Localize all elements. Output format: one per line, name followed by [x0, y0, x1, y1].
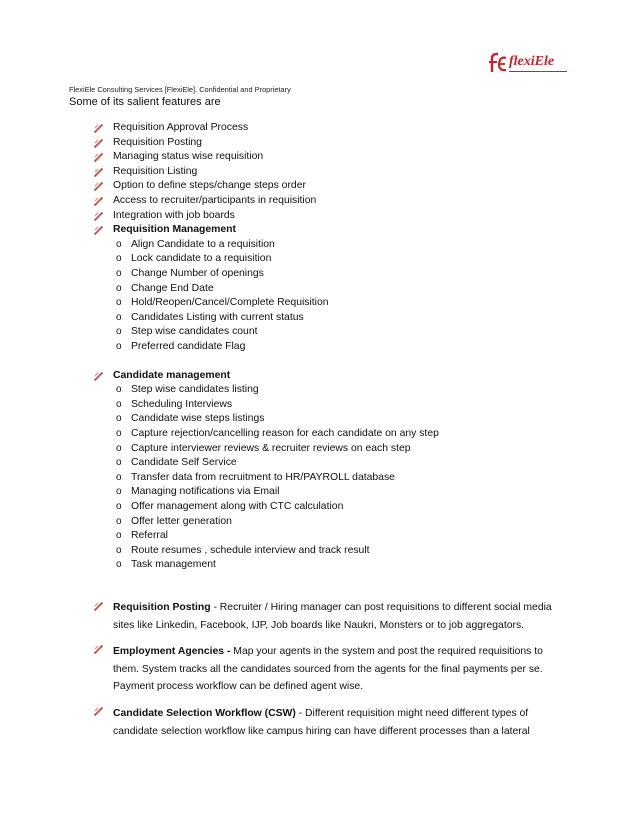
requisition-posting-paragraph: [113, 599, 560, 634]
feature-item: Requisition Approval Process: [113, 122, 249, 133]
sub-bullet-marker: o: [116, 559, 122, 571]
posting-line1: - Recruiter / Hiring manager can post requisitions to different social media: [213, 602, 552, 613]
sub-bullet-marker: o: [116, 501, 122, 512]
bullet-icon: [94, 645, 103, 654]
sub-bullet-marker: o: [116, 544, 122, 556]
candidate-management-item: Referral: [131, 530, 168, 542]
candidate-management-item: Offer letter generation: [131, 515, 232, 527]
requisition-management-item: Change Number of openings: [131, 268, 264, 279]
sub-bullet-marker: o: [116, 457, 122, 469]
sub-bullet-marker: o: [116, 515, 122, 527]
intro-text: Some of its salient features are: [69, 96, 221, 108]
candidate-management-item: Candidate wise steps listings: [131, 413, 265, 425]
employment-agencies-paragraph: [113, 643, 560, 696]
sub-bullet-marker: o: [116, 486, 122, 498]
sub-bullet-marker: o: [116, 428, 122, 439]
requisition-management-item: Change End Date: [131, 282, 214, 294]
agencies-line1: Map your agents in the system and post the required requisitions to: [233, 646, 543, 657]
candidate-management-item: Capture interviewer reviews & recruiter reviews on each step: [131, 442, 411, 454]
candidate-management-item: Candidate Self Service: [131, 457, 237, 469]
logo-underline: [509, 71, 567, 72]
sub-bullet-marker: o: [116, 530, 122, 542]
bullet-icon: [94, 226, 103, 235]
candidate-management-item: Scheduling Interviews: [131, 398, 233, 410]
feature-item: Managing status wise requisition: [113, 151, 264, 163]
requisition-management-item: Preferred candidate Flag: [131, 341, 246, 352]
bullet-icon: [94, 602, 103, 611]
requisition-management-item: Candidates Listing with current status: [131, 311, 304, 323]
csw-title: Candidate Selection Workflow (CSW): [113, 708, 296, 719]
sub-bullet-marker: o: [116, 311, 122, 323]
csw-line2: candidate selection workflow like campus hiring can have different processes than a lateral: [113, 725, 530, 737]
csw-paragraph: [113, 705, 560, 740]
candidate-management-item: Route resumes , schedule interview and track result: [131, 544, 370, 556]
feature-item: Integration with job boards: [113, 209, 235, 221]
candidate-management-item: Capture rejection/cancelling reason for each candidate on any step: [131, 428, 439, 439]
document-header: FlexiEle Consulting Services [FlexiEle]. Confidential and Proprietary: [69, 85, 291, 94]
sub-bullet-marker: o: [116, 442, 122, 454]
bullet-icon: [94, 707, 103, 716]
bullet-icon: [94, 182, 103, 191]
candidate-management-title: Candidate management: [113, 369, 231, 381]
sub-bullet-marker: o: [116, 268, 122, 279]
flexiele-logo: [488, 52, 568, 76]
sub-bullet-marker: o: [116, 326, 122, 338]
sub-bullet-marker: o: [116, 384, 122, 396]
requisition-management-item: Hold/Reopen/Cancel/Complete Requisition: [131, 297, 329, 309]
bullet-icon: [94, 372, 103, 381]
requisition-management-item: Step wise candidates count: [131, 326, 258, 338]
candidate-management-item: Task management: [131, 559, 216, 571]
sub-bullet-marker: o: [116, 341, 122, 352]
bullet-icon: [94, 197, 103, 206]
bullet-icon: [94, 168, 103, 177]
feature-item: Access to recruiter/participants in requisition: [113, 195, 317, 206]
sub-bullet-marker: o: [116, 471, 122, 483]
bullet-icon: [94, 124, 103, 133]
posting-title: Requisition Posting: [113, 602, 211, 613]
agencies-line3: Payment process workflow can be defined agent wise.: [113, 681, 364, 692]
sub-bullet-marker: o: [116, 238, 122, 250]
sub-bullet-marker: o: [116, 282, 122, 294]
sub-bullet-marker: o: [116, 398, 122, 410]
posting-line2: sites like Linkedin, Facebook, IJP, Job boards like Naukri, Monsters or to job aggregators.: [113, 619, 525, 631]
candidate-management-item: Step wise candidates listing: [131, 384, 259, 396]
agencies-title: Employment Agencies -: [113, 646, 231, 657]
bullet-icon: [94, 153, 103, 162]
bullet-icon: [94, 139, 103, 148]
sub-bullet-marker: o: [116, 413, 122, 425]
requisition-management-item: Lock candidate to a requisition: [131, 253, 272, 265]
csw-line1: - Different requisition might need different types of: [298, 708, 529, 719]
candidate-management-item: Transfer data from recruitment to HR/PAYROLL database: [131, 471, 395, 483]
candidate-management-item: Offer management along with CTC calculation: [131, 501, 344, 512]
bullet-icon: [94, 212, 103, 221]
feature-item: Option to define steps/change steps order: [113, 180, 306, 192]
sub-bullet-marker: o: [116, 297, 122, 309]
feature-item: Requisition Listing: [113, 165, 198, 177]
flexiele-logo-icon: [488, 52, 508, 74]
candidate-management-item: Managing notifications via Email: [131, 486, 280, 498]
requisition-management-title: Requisition Management: [113, 224, 236, 236]
logo-text: flexiEle: [509, 54, 555, 69]
sub-bullet-marker: o: [116, 253, 122, 265]
feature-item: Requisition Posting: [113, 136, 202, 148]
agencies-line2: them. System tracks all the candidates sourced from the agents for the final payments per se.: [113, 663, 543, 675]
requisition-management-item: Align Candidate to a requisition: [131, 238, 275, 250]
